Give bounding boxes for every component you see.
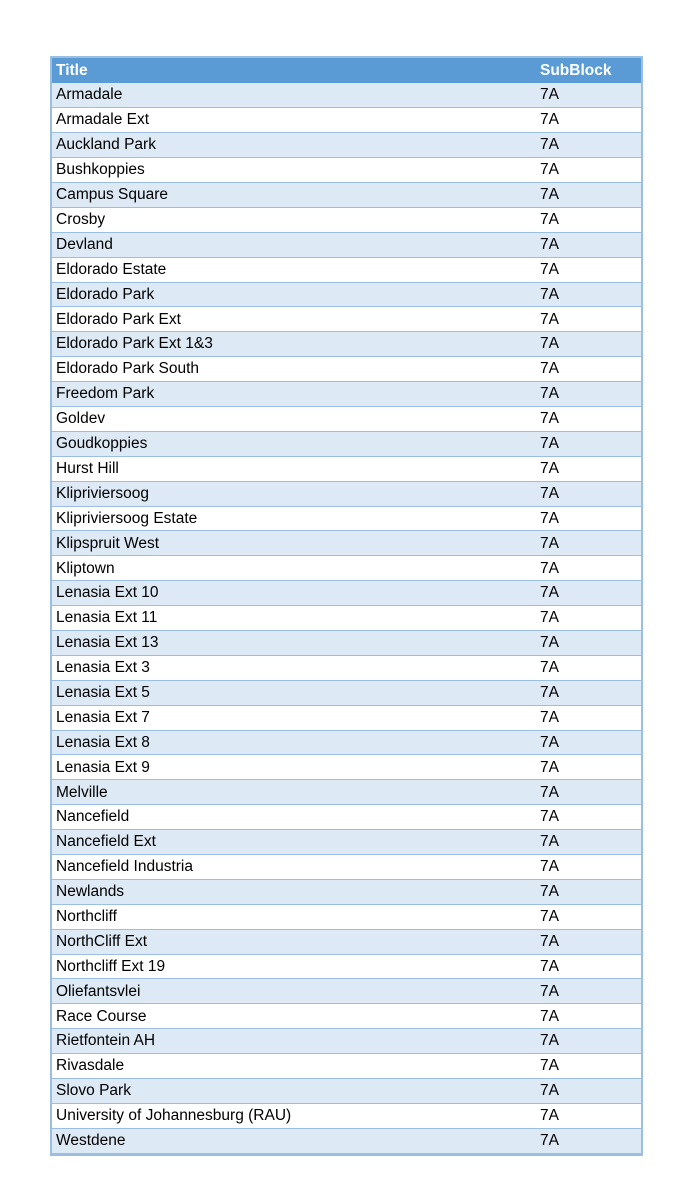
cell-title: Lenasia Ext 13 [52, 630, 536, 655]
column-header-title: Title [52, 58, 536, 83]
cell-title: Lenasia Ext 9 [52, 755, 536, 780]
cell-title: Goldev [52, 406, 536, 431]
cell-subblock: 7A [536, 481, 641, 506]
cell-title: Lenasia Ext 3 [52, 655, 536, 680]
cell-subblock: 7A [536, 904, 641, 929]
table-row [52, 282, 641, 307]
table-row [52, 780, 641, 805]
cell-title: NorthCliff Ext [52, 929, 536, 954]
cell-title: Lenasia Ext 5 [52, 680, 536, 705]
cell-subblock: 7A [536, 207, 641, 232]
cell-subblock: 7A [536, 456, 641, 481]
cell-title: Nancefield Industria [52, 855, 536, 880]
table-row [52, 830, 641, 855]
table-row [52, 531, 641, 556]
cell-subblock: 7A [536, 581, 641, 606]
table-row [52, 182, 641, 207]
cell-subblock: 7A [536, 805, 641, 830]
cell-subblock: 7A [536, 1128, 641, 1153]
table-body [52, 83, 641, 1153]
cell-title: Northcliff [52, 904, 536, 929]
table-row [52, 979, 641, 1004]
cell-subblock: 7A [536, 307, 641, 332]
table-row [52, 431, 641, 456]
cell-subblock: 7A [536, 954, 641, 979]
cell-title: Klipspruit West [52, 531, 536, 556]
cell-title: Lenasia Ext 8 [52, 730, 536, 755]
table-row [52, 1128, 641, 1153]
cell-title: Auckland Park [52, 133, 536, 158]
cell-title: Eldorado Park South [52, 357, 536, 382]
table-row [52, 357, 641, 382]
cell-subblock: 7A [536, 929, 641, 954]
cell-title: University of Johannesburg (RAU) [52, 1103, 536, 1128]
table-row [52, 730, 641, 755]
cell-subblock: 7A [536, 232, 641, 257]
cell-title: Northcliff Ext 19 [52, 954, 536, 979]
table-row [52, 1054, 641, 1079]
table-header-row [52, 58, 641, 83]
cell-subblock: 7A [536, 357, 641, 382]
cell-title: Eldorado Estate [52, 257, 536, 282]
subblock-table-container [50, 56, 643, 1156]
table-row [52, 406, 641, 431]
table-row [52, 456, 641, 481]
cell-subblock: 7A [536, 1103, 641, 1128]
cell-subblock: 7A [536, 755, 641, 780]
table-row [52, 257, 641, 282]
table-row [52, 655, 641, 680]
cell-subblock: 7A [536, 556, 641, 581]
table-row [52, 1103, 641, 1128]
cell-subblock: 7A [536, 133, 641, 158]
cell-subblock: 7A [536, 257, 641, 282]
cell-subblock: 7A [536, 506, 641, 531]
table-row [52, 1079, 641, 1104]
cell-subblock: 7A [536, 531, 641, 556]
cell-title: Eldorado Park Ext 1&3 [52, 332, 536, 357]
table-row [52, 307, 641, 332]
table-row [52, 108, 641, 133]
table-row [52, 904, 641, 929]
table-row [52, 481, 641, 506]
cell-title: Freedom Park [52, 382, 536, 407]
table-row [52, 382, 641, 407]
cell-title: Lenasia Ext 10 [52, 581, 536, 606]
cell-subblock: 7A [536, 655, 641, 680]
cell-title: Hurst Hill [52, 456, 536, 481]
cell-subblock: 7A [536, 1054, 641, 1079]
cell-subblock: 7A [536, 182, 641, 207]
cell-title: Eldorado Park Ext [52, 307, 536, 332]
cell-title: Bushkoppies [52, 158, 536, 183]
cell-title: Armadale Ext [52, 108, 536, 133]
cell-subblock: 7A [536, 830, 641, 855]
cell-title: Goudkoppies [52, 431, 536, 456]
cell-title: Klipriviersoog Estate [52, 506, 536, 531]
cell-title: Lenasia Ext 11 [52, 606, 536, 631]
cell-subblock: 7A [536, 879, 641, 904]
cell-title: Klipriviersoog [52, 481, 536, 506]
cell-title: Rietfontein AH [52, 1029, 536, 1054]
cell-title: Devland [52, 232, 536, 257]
cell-title: Armadale [52, 83, 536, 108]
subblock-table [52, 58, 641, 1154]
table-row [52, 506, 641, 531]
cell-title: Melville [52, 780, 536, 805]
table-row [52, 158, 641, 183]
table-row [52, 705, 641, 730]
cell-subblock: 7A [536, 705, 641, 730]
table-row [52, 954, 641, 979]
cell-subblock: 7A [536, 83, 641, 108]
table-row [52, 133, 641, 158]
cell-title: Oliefantsvlei [52, 979, 536, 1004]
cell-subblock: 7A [536, 780, 641, 805]
table-row [52, 556, 641, 581]
cell-subblock: 7A [536, 158, 641, 183]
table-row [52, 1029, 641, 1054]
cell-subblock: 7A [536, 606, 641, 631]
cell-subblock: 7A [536, 332, 641, 357]
table-row [52, 929, 641, 954]
cell-subblock: 7A [536, 1004, 641, 1029]
table-row [52, 755, 641, 780]
cell-subblock: 7A [536, 1029, 641, 1054]
table-row [52, 606, 641, 631]
table-row [52, 232, 641, 257]
cell-title: Westdene [52, 1128, 536, 1153]
cell-subblock: 7A [536, 680, 641, 705]
table-row [52, 581, 641, 606]
cell-title: Eldorado Park [52, 282, 536, 307]
cell-title: Crosby [52, 207, 536, 232]
cell-title: Nancefield [52, 805, 536, 830]
cell-title: Newlands [52, 879, 536, 904]
cell-subblock: 7A [536, 282, 641, 307]
table-row [52, 332, 641, 357]
table-row [52, 855, 641, 880]
cell-subblock: 7A [536, 108, 641, 133]
cell-subblock: 7A [536, 406, 641, 431]
cell-title: Rivasdale [52, 1054, 536, 1079]
cell-title: Race Course [52, 1004, 536, 1029]
cell-title: Kliptown [52, 556, 536, 581]
cell-subblock: 7A [536, 855, 641, 880]
table-row [52, 630, 641, 655]
table-row [52, 83, 641, 108]
cell-subblock: 7A [536, 979, 641, 1004]
cell-subblock: 7A [536, 382, 641, 407]
cell-subblock: 7A [536, 730, 641, 755]
cell-subblock: 7A [536, 1079, 641, 1104]
cell-subblock: 7A [536, 630, 641, 655]
cell-title: Campus Square [52, 182, 536, 207]
cell-subblock: 7A [536, 431, 641, 456]
cell-title: Lenasia Ext 7 [52, 705, 536, 730]
table-row [52, 805, 641, 830]
table-row [52, 1004, 641, 1029]
table-row [52, 680, 641, 705]
table-row [52, 207, 641, 232]
cell-title: Nancefield Ext [52, 830, 536, 855]
table-row [52, 879, 641, 904]
cell-title: Slovo Park [52, 1079, 536, 1104]
column-header-subblock: SubBlock [536, 58, 641, 83]
